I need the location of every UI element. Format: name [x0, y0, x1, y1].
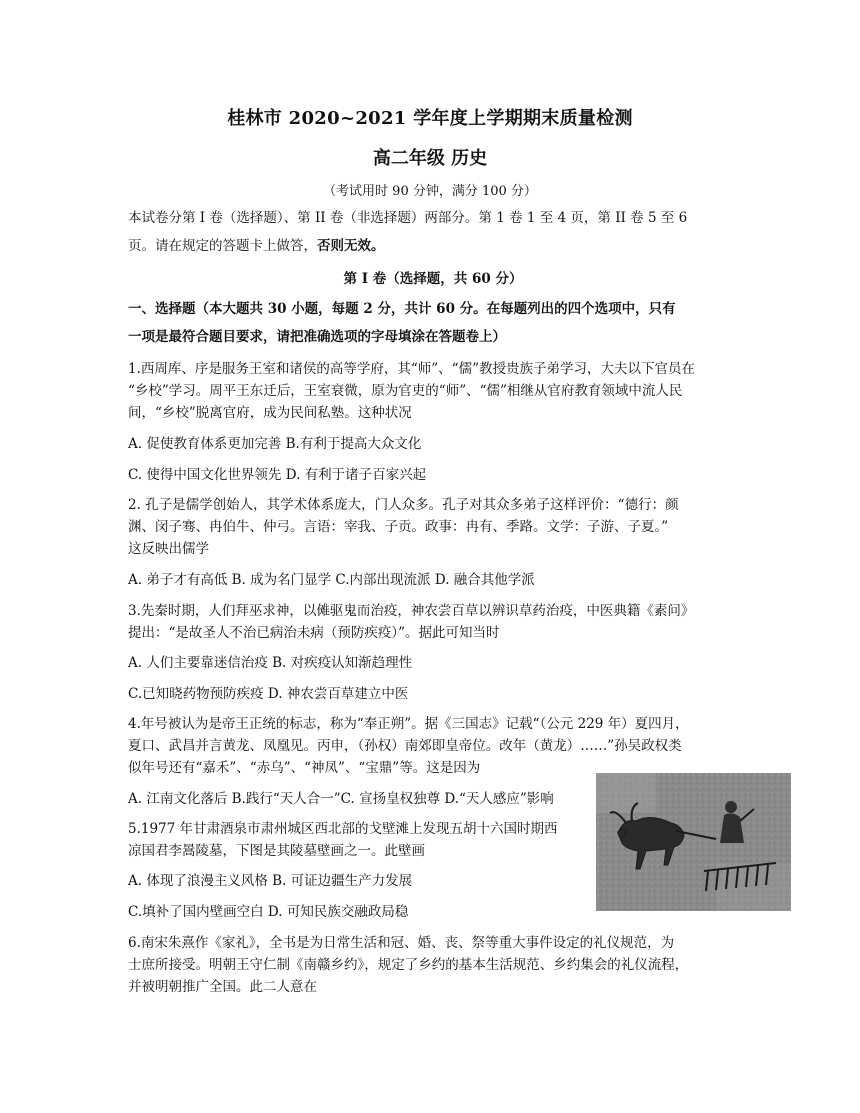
q1-stem-line-3: 间，“乡校”脱离官府，成为民间私塾。这种状况	[128, 405, 412, 421]
section-instr-line-2: 一项是最符合题目要求，请把准确选项的字母填涂在答题卷上）	[128, 329, 506, 345]
q1-options-ab: A. 促使教育体系更加完善 B.有利于提高大众文化	[128, 436, 422, 452]
question-1	[128, 358, 738, 424]
question-5	[128, 818, 598, 862]
q6-stem-line-2: 士庶所接受。明朝王守仁制《南赣乡约》，规定了乡约的基本生活规范、乡约集会的礼仪流程，	[128, 957, 689, 973]
exam-title: 桂林市 2020~2021 学年度上学期期末质量检测	[227, 108, 633, 129]
q5-options-cd: C.填补了国内壁画空白 D. 可知民族交融政局稳	[128, 904, 409, 920]
q5-stem-line-2: 凉国君李暠陵墓，下图是其陵墓壁画之一。此壁画	[128, 843, 425, 859]
q3-options-ab: A. 人们主要靠迷信治疫 B. 对疾疫认知渐趋理性	[128, 655, 413, 671]
q1-stem-line-1: 1.西周库、序是服务王室和诸侯的高等学府，其“师”、“儒”教授贵族子弟学习，大夫以下官员在	[128, 361, 695, 377]
intro-line-1: 本试卷分第 I 卷（选择题）、第 II 卷（非选择题）两部分。第 1 卷 1 至 4 页，第 II 卷 5 至 6	[128, 210, 688, 226]
section-heading: 第 I 卷（选择题，共 60 分）	[343, 271, 523, 287]
q2-stem-line-3: 这反映出儒学	[128, 541, 209, 557]
intro-line-2a: 页。请在规定的答题卡上做答，	[128, 238, 317, 254]
q6-stem-line-1: 6.南宋朱熹作《家礼》，全书是为日常生活和冠、婚、丧、祭等重大事件设定的礼仪规范，为	[128, 935, 675, 951]
q4-options: A. 江南文化落后 B.践行“天人合一”C. 宣扬皇权独尊 D.“天人感应”影响	[128, 791, 554, 807]
question-4	[128, 713, 738, 779]
q5-options-ab: A. 体现了浪漫主义风格 B. 可证边疆生产力发展	[128, 873, 413, 889]
q4-stem-line-2: 夏口、武昌并言黄龙、凤凰见。丙申，（孙权）南郊即皇帝位。改年（黄龙）……”孙吴政权类	[128, 738, 682, 754]
section-instructions	[128, 298, 738, 348]
question-2	[128, 494, 738, 560]
intro-paragraph	[128, 207, 738, 257]
q5-stem-line-1: 5.1977 年甘肃酒泉市肃州城区西北部的戈壁滩上发现五胡十六国时期西	[128, 821, 558, 837]
q4-stem-line-1: 4.年号被认为是帝王正统的标志，称为“奉正朔”。据《三国志》记载“（公元 229 年）夏四月，	[128, 716, 689, 732]
tomb-mural-image	[596, 773, 791, 911]
intro-warning: 否则无效。	[317, 238, 385, 254]
q3-stem-line-2: 提出：“是故圣人不治已病治未病（预防疾疫）”。据此可知当时	[128, 625, 500, 641]
q2-options: A. 弟子才有高低 B. 成为名门显学 C.内部出现流派 D. 融合其他学派	[128, 572, 535, 588]
q1-options-cd: C. 使得中国文化世界领先 D. 有利于诸子百家兴起	[128, 467, 427, 483]
exam-subtitle: 高二年级 历史	[372, 148, 488, 169]
question-6	[128, 932, 738, 998]
q2-stem-line-1: 2. 孔子是儒学创始人，其学术体系庞大，门人众多。孔子对其众多弟子这样评价：“德行：颜	[128, 497, 679, 513]
intro-line-2	[128, 235, 738, 257]
mural-ox-plough-drawing	[596, 773, 791, 911]
question-3	[128, 600, 738, 644]
exam-time-note: （考试用时 90 分钟，满分 100 分）	[323, 184, 537, 199]
q4-stem-line-3: 似年号还有“嘉禾”、“赤乌”、“神凤”、“宝鼎”等。这是因为	[128, 760, 481, 776]
q1-stem-line-2: “乡校”学习。周平王东迁后，王室衰微，原为官吏的“师”、“儒”相继从官府教育领域中流人民	[128, 383, 683, 399]
section-instr-line-1: 一、选择题（本大题共 30 小题，每题 2 分，共计 60 分。在每题列出的四个选项中，只有	[128, 301, 676, 317]
q3-stem-line-1: 3.先秦时期，人们拜巫求神，以傩驱鬼而治疫，神农尝百草以辨识草药治疫，中医典籍《素问》	[128, 603, 695, 619]
q3-options-cd: C.已知晓药物预防疾疫 D. 神农尝百草建立中医	[128, 686, 409, 702]
q6-stem-line-3: 并被明朝推广全国。此二人意在	[128, 979, 317, 995]
q2-stem-line-2: 渊、闵子骞、冉伯牛、仲弓。言语：宰我、子贡。政事：冉有、季路。文学：子游、子夏。”	[128, 519, 669, 535]
